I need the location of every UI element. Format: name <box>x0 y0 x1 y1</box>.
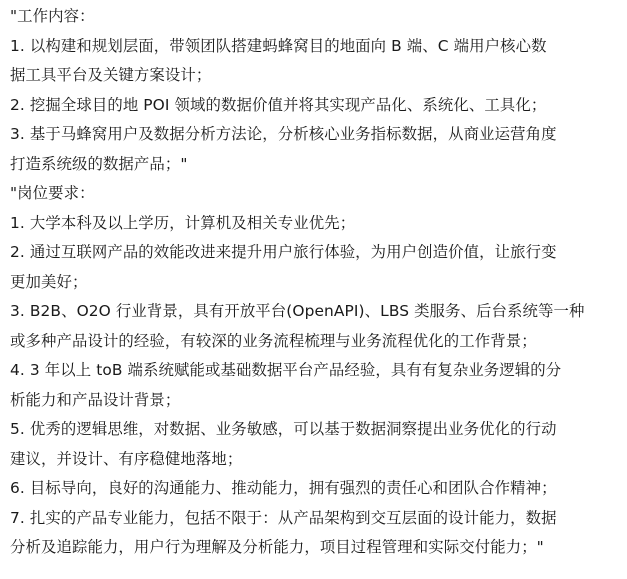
section-heading-requirements: "岗位要求： <box>10 184 95 202</box>
text-line: 1. 大学本科及以上学历，计算机及相关专业优先； <box>10 213 356 232</box>
text-line: 分析及追踪能力，用户行为理解及分析能力，项目过程管理和实际交付能力；" <box>10 538 544 556</box>
text-line: 5. 优秀的逻辑思维，对数据、业务敏感，可以基于数据洞察提出业务优化的行动 <box>10 420 557 438</box>
text-line: 4. 3 年以上 toB 端系统赋能或基础数据平台产品经验，具有有复杂业务逻辑的分 <box>10 361 562 379</box>
text-line: 2. 通过互联网产品的效能改进来提升用户旅行体验，为用户创造价值，让旅行变 <box>10 243 557 261</box>
section-heading-job-content: "工作内容： <box>10 7 95 25</box>
text-line: 1. 以构建和规划层面，带领团队搭建蚂蜂窝目的地面向 B 端、C 端用户核心数 <box>10 36 547 55</box>
text-line: 2. 挖掘全球目的地 POI 领域的数据价值并将其实现产品化、系统化、工具化； <box>10 95 547 114</box>
text-line: 3. B2B、O2O 行业背景，具有开放平台(OpenAPI)、LBS 类服务、后台系统等一种 <box>10 302 585 320</box>
text-line: 或多种产品设计的经验，有较深的业务流程梳理与业务流程优化的工作背景； <box>10 331 537 350</box>
text-line: 6. 目标导向，良好的沟通能力、推动能力，拥有强烈的责任心和团队合作精神； <box>10 479 557 497</box>
text-line: 3. 基于马蜂窝用户及数据分析方法论，分析核心业务指标数据，从商业运营角度 <box>10 125 557 143</box>
text-line: 7. 扎实的产品专业能力，包括不限于：从产品架构到交互层面的设计能力，数据 <box>10 508 557 527</box>
text-line: 析能力和产品设计背景； <box>10 390 181 409</box>
text-line: 据工具平台及关键方案设计； <box>10 66 212 84</box>
text-line: 打造系统级的数据产品；" <box>10 154 188 173</box>
text-line: 建议，并设计、有序稳健地落地； <box>10 449 243 468</box>
text-line: 更加美好； <box>10 272 88 291</box>
